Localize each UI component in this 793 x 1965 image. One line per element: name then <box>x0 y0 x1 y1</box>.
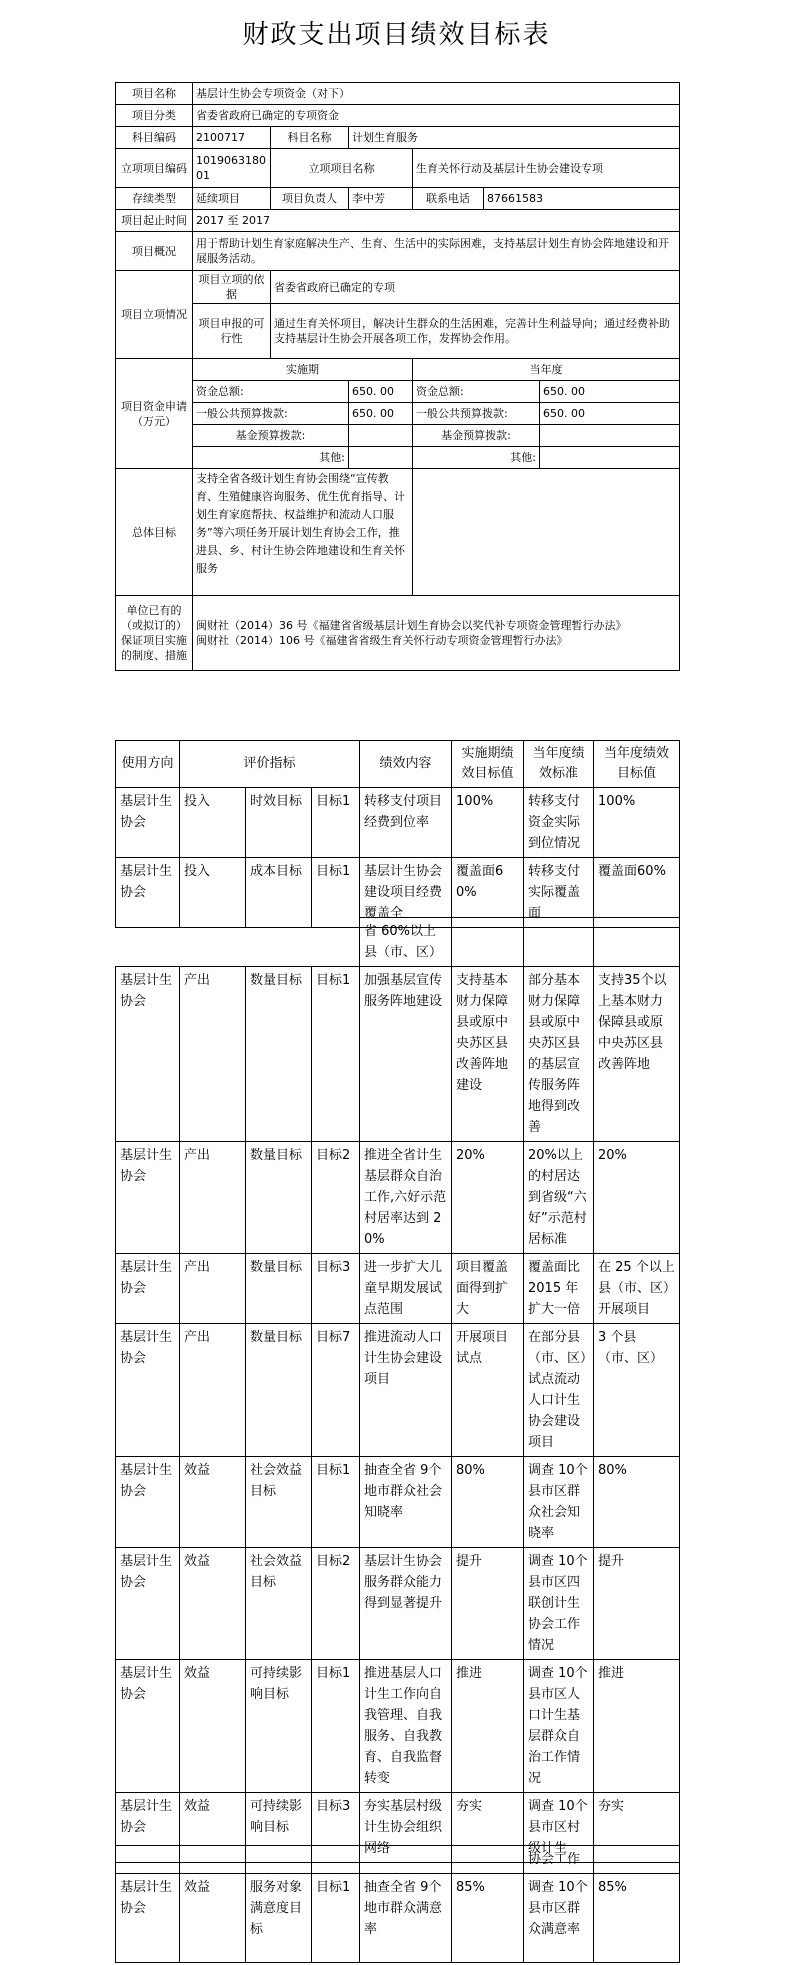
perf-cell-content: 抽查全省 9个地市群众社会知晓率 <box>360 1457 452 1548</box>
perf-cell-impl-value: 项目覆盖面得到扩大 <box>452 1254 524 1324</box>
perf-row <box>116 1660 680 1793</box>
page-title: 财政支出项目绩效目标表 <box>242 20 551 50</box>
subject-name-label: 科目名称 <box>271 127 349 149</box>
perf-cell-direction: 基层计生协会 <box>116 858 180 928</box>
perf-cell-content: 加强基层宣传服务阵地建设 <box>360 967 452 1142</box>
perf-cell-content: 转移支付项目经费到位率 <box>360 788 452 858</box>
project-name: 基层计生协会专项资金（对下） <box>193 83 680 105</box>
perf-row <box>116 1324 680 1457</box>
total-label-year: 资金总额: <box>413 381 540 403</box>
header-indicator: 评价指标 <box>180 741 360 788</box>
perf-cell-indicator-type: 可持续影响目标 <box>246 1660 312 1793</box>
subject-name: 计划生育服务 <box>349 127 680 149</box>
perf-cell-year-standard: 在部分县（市、区）试点流动人口计生协会建设项目 <box>524 1324 594 1457</box>
perf-row <box>116 1874 680 1963</box>
feasibility-label: 项目申报的可行性 <box>193 304 271 359</box>
phone-label: 联系电话 <box>413 188 484 210</box>
perf-cell-target-no: 目标1 <box>312 1457 360 1548</box>
category-label: 项目分类 <box>116 105 193 127</box>
perf-cell-direction: 基层计生协会 <box>116 1457 180 1548</box>
perf-cell-indicator-type: 可持续影响目标 <box>246 1793 312 1863</box>
header-impl-value: 实施期绩效目标值 <box>452 741 524 788</box>
other-label-year: 其他: <box>413 447 540 469</box>
perf-row <box>116 1142 680 1254</box>
perf-cell-direction: 基层计生协会 <box>116 1793 180 1863</box>
system-line-1: 闽财社（2014）36 号《福建省省级基层计划生育协会以奖代补专项资金管理暂行办法》 <box>196 619 627 632</box>
perf-cell-direction: 基层计生协会 <box>116 788 180 858</box>
perf-cell-year-value: 100% <box>594 788 680 858</box>
performance-table-b <box>115 917 680 1863</box>
perf-cell-year-value: 支持35个以上基本财力保障县或原中央苏区县改善阵地 <box>594 967 680 1142</box>
feasibility: 通过生育关怀项目，解决计生群众的生活困难，完善计生利益导向；通过经费补助支持基层计生协会开展各项工作，发挥协会作用。 <box>271 304 680 359</box>
perf-cell-indicator-type: 社会效益目标 <box>246 1548 312 1660</box>
perf-cell-year-value: 3 个县（市、区） <box>594 1324 680 1457</box>
subject-code: 2100717 <box>193 127 271 149</box>
perf-cell-direction: 基层计生协会 <box>116 1324 180 1457</box>
perf-cell-input-type: 效益 <box>180 1793 246 1863</box>
system-label: 单位已有的（或拟订的）保证项目实施的制度、措施 <box>116 596 193 671</box>
perf-cell-year-value: 85% <box>594 1874 680 1963</box>
perf-cell-impl-value: 80% <box>452 1457 524 1548</box>
perf-cell-year-standard: 调查 10个县市区人口计生基层群众自治工作情况 <box>524 1660 594 1793</box>
perf-cell-impl-value: 夯实 <box>452 1793 524 1863</box>
perf-cell-indicator-type: 时效目标 <box>246 788 312 858</box>
perf-cell-target-no: 目标1 <box>312 1660 360 1793</box>
perf-cell-input-type: 投入 <box>180 858 246 928</box>
perf-cell-indicator-type: 服务对象满意度目标 <box>246 1874 312 1963</box>
perf-cell-year-standard: 调查 10个县市区四联创计生协会工作情况 <box>524 1548 594 1660</box>
perf-cell-content: 夯实基层村级计生协会组织网络 <box>360 1793 452 1863</box>
perf-cell-input-type: 产出 <box>180 1142 246 1254</box>
funding-label: 项目资金申请（万元） <box>116 359 193 469</box>
current-year-header: 当年度 <box>413 359 680 381</box>
perf-cell-impl-value: 开展项目试点 <box>452 1324 524 1457</box>
perf-cell-input-type: 效益 <box>180 1874 246 1963</box>
perf-row <box>116 967 680 1142</box>
perf-cell-indicator-type: 数量目标 <box>246 967 312 1142</box>
perf-row <box>116 788 680 858</box>
subject-code-label: 科目编码 <box>116 127 193 149</box>
perf-cell-input-type: 效益 <box>180 1660 246 1793</box>
perf-cell-content: 进一步扩大儿童早期发展试点范围 <box>360 1254 452 1324</box>
perf-cell-year-standard: 部分基本财力保障县或原中央苏区县的基层宣传服务阵地得到改善 <box>524 967 594 1142</box>
total-label-impl: 资金总额: <box>193 381 349 403</box>
perf-cell-impl-value: 推进 <box>452 1660 524 1793</box>
approval-name: 生育关怀行动及基层计生协会建设专项 <box>413 149 680 188</box>
fund-year <box>540 425 680 447</box>
perf-cell-indicator-type: 数量目标 <box>246 1324 312 1457</box>
perf-cell-content: 推进全省计生基层群众自治工作,六好示范村居率达到 20% <box>360 1142 452 1254</box>
perf-row <box>116 1457 680 1548</box>
perf-cell-content: 抽查全省 9个地市群众满意率 <box>360 1874 452 1963</box>
general-impl: 650. 00 <box>349 403 413 425</box>
perf-cell-input-type: 产出 <box>180 967 246 1142</box>
perf-cell-impl-value: 20% <box>452 1142 524 1254</box>
perf-cell-target-no: 目标1 <box>312 1874 360 1963</box>
owner: 李中芳 <box>349 188 413 210</box>
goal-label: 总体目标 <box>116 469 193 596</box>
goal-empty <box>413 469 680 596</box>
perf-cell-year-value: 在 25 个以上县（市、区）开展项目 <box>594 1254 680 1324</box>
project-info-table <box>115 82 680 671</box>
header-direction: 使用方向 <box>116 741 180 788</box>
category: 省委省政府已确定的专项资金 <box>193 105 680 127</box>
performance-table-c <box>115 1845 680 1963</box>
perf-cell-impl-value: 100% <box>452 788 524 858</box>
perf-cell-content: 推进流动人口计生协会建设项目 <box>360 1324 452 1457</box>
type: 延续项目 <box>193 188 271 210</box>
perf-cell-indicator-type: 社会效益目标 <box>246 1457 312 1548</box>
period: 2017 至 2017 <box>193 210 680 232</box>
perf-cell-year-standard: 调查 10个县市区群众社会知晓率 <box>524 1457 594 1548</box>
fund-label-year: 基金预算拨款: <box>413 425 540 447</box>
perf-cell-input-type: 效益 <box>180 1457 246 1548</box>
perf-cell-content: 基层计生协会服务群众能力得到显著提升 <box>360 1548 452 1660</box>
fund-label-impl: 基金预算拨款: <box>193 425 349 447</box>
perf-cell-year-value: 夯实 <box>594 1793 680 1863</box>
total-year: 650. 00 <box>540 381 680 403</box>
goal: 支持全省各级计划生育协会围绕“宣传教育、生殖健康咨询服务、优生优育指导、计划生育家庭帮扶、权益维护和流动人口服务”等六项任务开展计划生育协会工作，推进县、乡、村计生协会阵地建设和生育关怀服务 <box>193 469 413 596</box>
perf-cell-year-standard: 调查 10个县市区村级计生 <box>524 1793 594 1863</box>
perf-cell-year-value: 20% <box>594 1142 680 1254</box>
perf-row <box>116 1254 680 1324</box>
approval-name-label: 立项项目名称 <box>271 149 413 188</box>
header-year-value: 当年度绩效目标值 <box>594 741 680 788</box>
basis-label: 项目立项的依据 <box>193 271 271 304</box>
content-continuation: 省 60%以上县（市、区） <box>360 918 452 967</box>
perf-cell-year-standard: 转移支付实际覆盖面 <box>524 858 594 928</box>
perf-cell-direction: 基层计生协会 <box>116 1142 180 1254</box>
perf-cell-input-type: 效益 <box>180 1548 246 1660</box>
fund-impl <box>349 425 413 447</box>
perf-cell-year-value: 提升 <box>594 1548 680 1660</box>
overview-label: 项目概况 <box>116 232 193 271</box>
owner-label: 项目负责人 <box>271 188 349 210</box>
perf-cell-indicator-type: 成本目标 <box>246 858 312 928</box>
other-label-impl: 其他: <box>193 447 349 469</box>
perf-cell-input-type: 投入 <box>180 788 246 858</box>
general-label-impl: 一般公共预算拨款: <box>193 403 349 425</box>
performance-table-a <box>115 740 680 928</box>
perf-cell-direction: 基层计生协会 <box>116 1874 180 1963</box>
perf-cell-year-standard: 20%以上的村居达到省级“六好”示范村居标准 <box>524 1142 594 1254</box>
header-content: 绩效内容 <box>360 741 452 788</box>
general-year: 650. 00 <box>540 403 680 425</box>
perf-cell-year-value: 80% <box>594 1457 680 1548</box>
project-name-label: 项目名称 <box>116 83 193 105</box>
approval-situation-label: 项目立项情况 <box>116 271 193 359</box>
impl-period-header: 实施期 <box>193 359 413 381</box>
perf-cell-input-type: 产出 <box>180 1324 246 1457</box>
system-line-2: 闽财社（2014）106 号《福建省省级生育关怀行动专项资金管理暂行办法》 <box>196 634 568 647</box>
perf-cell-direction: 基层计生协会 <box>116 1254 180 1324</box>
system-text <box>193 596 680 671</box>
perf-cell-impl-value: 覆盖面60% <box>452 858 524 928</box>
perf-cell-content: 基层计生协会建设项目经费覆盖全 <box>360 858 452 928</box>
perf-cell-target-no: 目标1 <box>312 788 360 858</box>
perf-cell-indicator-type: 数量目标 <box>246 1254 312 1324</box>
period-label: 项目起止时间 <box>116 210 193 232</box>
perf-cell-indicator-type: 数量目标 <box>246 1142 312 1254</box>
perf-cell-direction: 基层计生协会 <box>116 967 180 1142</box>
other-impl <box>349 447 413 469</box>
standard-continuation: 协会工作 <box>524 1846 594 1874</box>
total-impl: 650. 00 <box>349 381 413 403</box>
perf-cell-target-no: 目标7 <box>312 1324 360 1457</box>
other-year <box>540 447 680 469</box>
perf-cell-direction: 基层计生协会 <box>116 1660 180 1793</box>
type-label: 存续类型 <box>116 188 193 210</box>
overview: 用于帮助计划生育家庭解决生产、生育、生活中的实际困难，支持基层计划生育协会阵地建设和开展服务活动。 <box>193 232 680 271</box>
perf-cell-year-value: 覆盖面60% <box>594 858 680 928</box>
perf-cell-content: 推进基层人口计生工作向自我管理、自我服务、自我教育、自我监督转变 <box>360 1660 452 1793</box>
perf-cell-impl-value: 85% <box>452 1874 524 1963</box>
phone: 87661583 <box>484 188 680 210</box>
general-label-year: 一般公共预算拨款: <box>413 403 540 425</box>
perf-cell-target-no: 目标1 <box>312 967 360 1142</box>
perf-cell-target-no: 目标3 <box>312 1793 360 1863</box>
basis: 省委省政府已确定的专项 <box>271 271 680 304</box>
perf-cell-year-standard: 调查 10个县市区群众满意率 <box>524 1874 594 1963</box>
approval-code-label: 立项项目编码 <box>116 149 193 188</box>
perf-cell-year-value: 推进 <box>594 1660 680 1793</box>
header-year-standard: 当年度绩效标准 <box>524 741 594 788</box>
approval-code: 101906318001 <box>193 149 271 188</box>
perf-cell-target-no: 目标3 <box>312 1254 360 1324</box>
perf-cell-year-standard: 转移支付资金实际到位情况 <box>524 788 594 858</box>
perf-cell-target-no: 目标2 <box>312 1142 360 1254</box>
perf-row <box>116 1548 680 1660</box>
perf-cell-year-standard: 覆盖面比 2015 年扩大一倍 <box>524 1254 594 1324</box>
perf-cell-target-no: 目标1 <box>312 858 360 928</box>
perf-cell-impl-value: 提升 <box>452 1548 524 1660</box>
perf-cell-target-no: 目标2 <box>312 1548 360 1660</box>
perf-cell-input-type: 产出 <box>180 1254 246 1324</box>
perf-cell-impl-value: 支持基本财力保障县或原中央苏区县改善阵地建设 <box>452 967 524 1142</box>
perf-cell-direction: 基层计生协会 <box>116 1548 180 1660</box>
